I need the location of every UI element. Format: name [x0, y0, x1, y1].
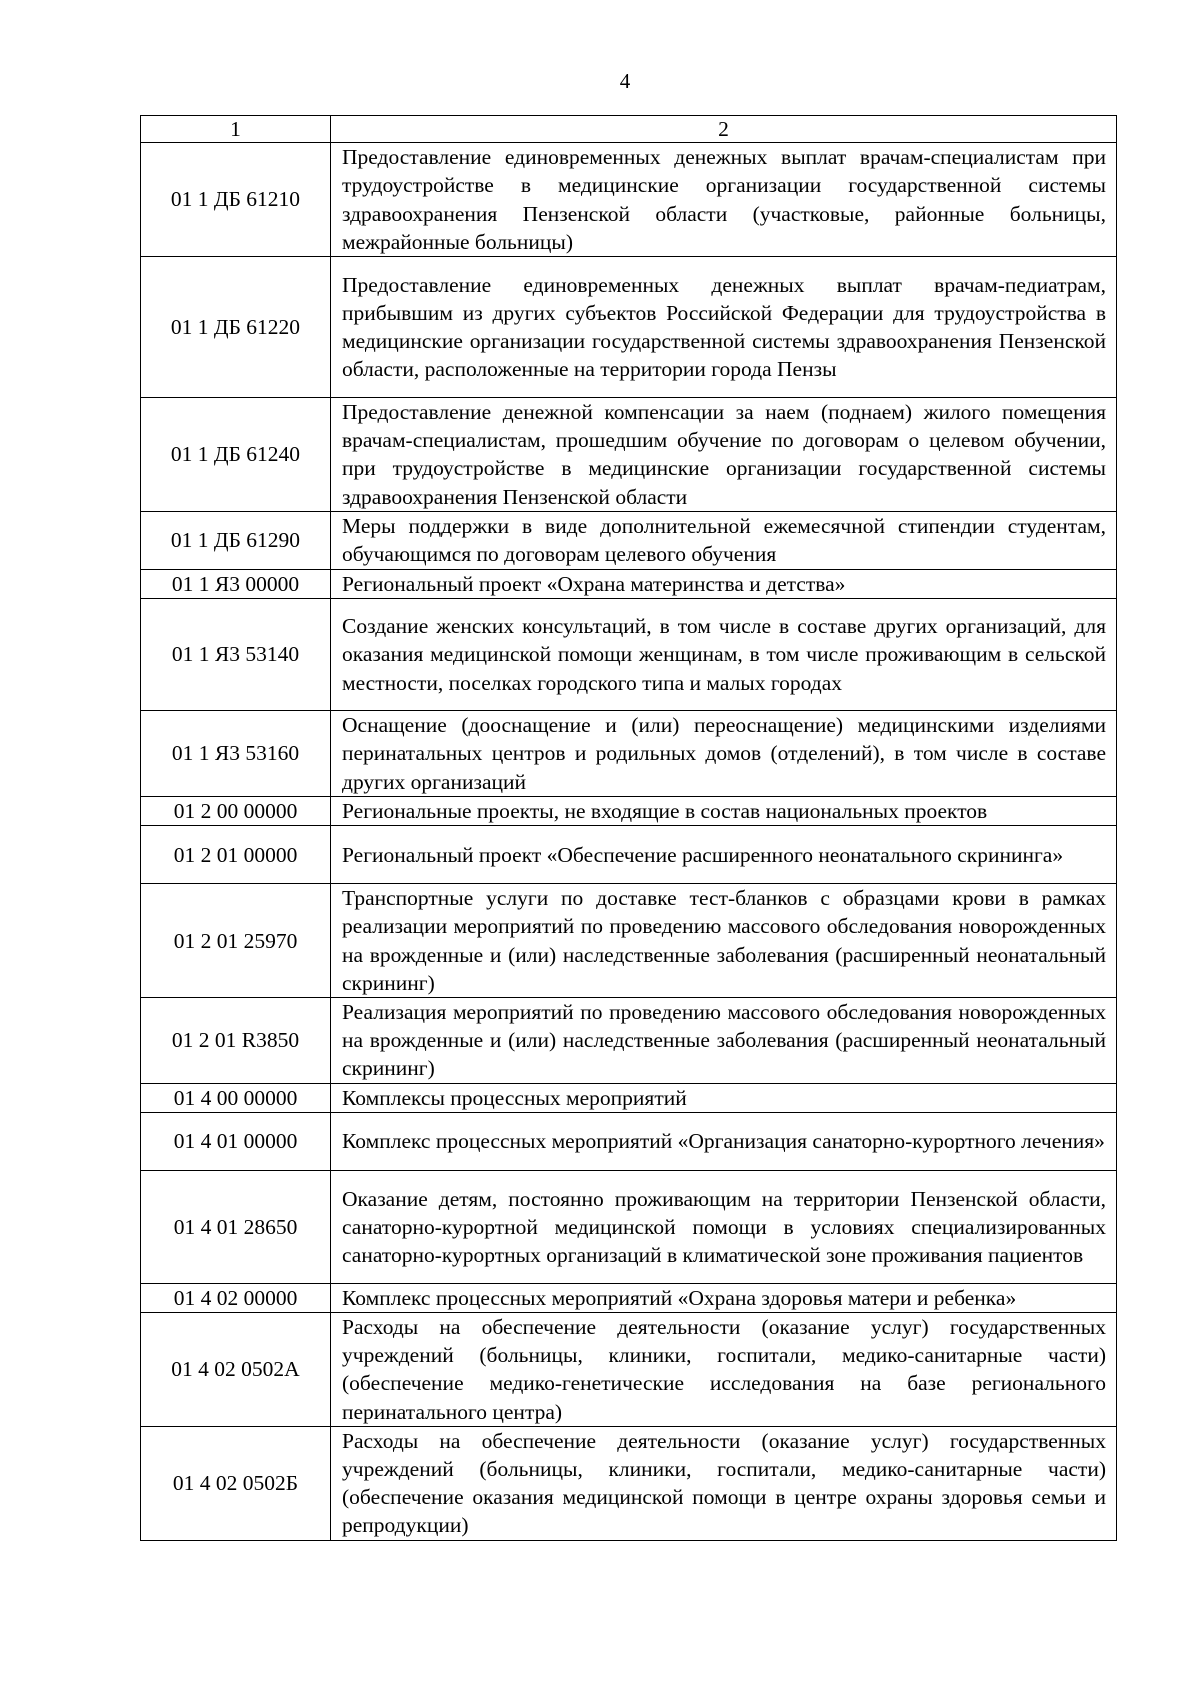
row-description: Создание женских консультаций, в том числе в составе других организаций, для оказания медицинской помощи женщинам, в том числе проживающим в сельской местности, поселках городского типа и малых городах	[331, 599, 1117, 711]
row-description: Региональный проект «Охрана материнства и детства»	[331, 569, 1117, 598]
row-description: Предоставление единовременных денежных выплат врачам-педиатрам, прибывшим из других субъектов Российской Федерации для трудоустройства в медицинские организации государственной системы здравоохранения Пензенской области, расположенные на территории города Пензы	[331, 257, 1117, 398]
row-description: Реализация мероприятий по проведению массового обследования новорожденных на врожденные и (или) наследственные заболевания (расширенный неонатальный скрининг)	[331, 998, 1117, 1084]
row-description: Комплекс процессных мероприятий «Охрана здоровья матери и ребенка»	[331, 1283, 1117, 1312]
table-row	[141, 826, 1117, 884]
table-header-row	[141, 116, 1117, 143]
row-code: 01 2 01 25970	[141, 884, 331, 998]
table-row	[141, 884, 1117, 998]
row-description: Расходы на обеспечение деятельности (оказание услуг) государственных учреждений (больницы, клиники, госпитали, медико-санитарные части) (обеспечение оказания медицинской помощи в центре охраны здоровья семьи и репродукции)	[331, 1426, 1117, 1540]
row-code: 01 4 01 28650	[141, 1170, 331, 1283]
row-code: 01 1 Я3 53140	[141, 599, 331, 711]
row-code: 01 2 01 R3850	[141, 998, 331, 1084]
row-description: Предоставление единовременных денежных выплат врачам-специалистам при трудоустройстве в медицинские организации государственной системы здравоохранения Пензенской области (участковые, районные больницы, межрайонные больницы)	[331, 143, 1117, 257]
row-code: 01 1 ДБ 61240	[141, 398, 331, 512]
row-code: 01 4 01 00000	[141, 1112, 331, 1170]
row-description: Комплекс процессных мероприятий «Организация санаторно-курортного лечения»	[331, 1112, 1117, 1170]
table-row	[141, 143, 1117, 257]
row-description: Оснащение (дооснащение и (или) переоснащение) медицинскими изделиями перинатальных центров и родильных домов (отделений), в том числе в составе других организаций	[331, 711, 1117, 797]
row-description: Меры поддержки в виде дополнительной ежемесячной стипендии студентам, обучающимся по договорам целевого обучения	[331, 511, 1117, 569]
row-code: 01 1 ДБ 61290	[141, 511, 331, 569]
table-row	[141, 998, 1117, 1084]
row-code: 01 2 01 00000	[141, 826, 331, 884]
row-description: Оказание детям, постоянно проживающим на территории Пензенской области, санаторно-курортной медицинской помощи в условиях специализированных санаторно-курортных организаций в климатической зоне проживания пациентов	[331, 1170, 1117, 1283]
row-description: Региональный проект «Обеспечение расширенного неонатального скрининга»	[331, 826, 1117, 884]
row-code: 01 1 ДБ 61220	[141, 257, 331, 398]
table-row	[141, 1170, 1117, 1283]
classification-table	[140, 115, 1117, 1541]
table-row	[141, 569, 1117, 598]
column-header-1: 1	[141, 116, 331, 143]
row-code: 01 4 02 00000	[141, 1283, 331, 1312]
row-description: Расходы на обеспечение деятельности (оказание услуг) государственных учреждений (больницы, клиники, госпитали, медико-санитарные части) (обеспечение медико-генетические исследования на базе регионального перинатального центра)	[331, 1313, 1117, 1427]
table-row	[141, 1083, 1117, 1112]
row-code: 01 4 00 00000	[141, 1083, 331, 1112]
table-row	[141, 257, 1117, 398]
table-row	[141, 797, 1117, 826]
column-header-2: 2	[331, 116, 1117, 143]
row-code: 01 4 02 0502А	[141, 1313, 331, 1427]
row-description: Транспортные услуги по доставке тест-бланков с образцами крови в рамках реализации мероприятий по проведению массового обследования новорожденных на врожденные и (или) наследственные заболевания (расширенный неонатальный скрининг)	[331, 884, 1117, 998]
row-code: 01 1 Я3 53160	[141, 711, 331, 797]
table-row	[141, 1112, 1117, 1170]
row-code: 01 4 02 0502Б	[141, 1426, 331, 1540]
table-row	[141, 398, 1117, 512]
row-description: Региональные проекты, не входящие в состав национальных проектов	[331, 797, 1117, 826]
row-description: Комплексы процессных мероприятий	[331, 1083, 1117, 1112]
row-code: 01 2 00 00000	[141, 797, 331, 826]
table-row	[141, 1426, 1117, 1540]
row-code: 01 1 Я3 00000	[141, 569, 331, 598]
table-row	[141, 1283, 1117, 1312]
table-row	[141, 711, 1117, 797]
table-row	[141, 599, 1117, 711]
row-code: 01 1 ДБ 61210	[141, 143, 331, 257]
table-row	[141, 511, 1117, 569]
page-number: 4	[619, 69, 631, 93]
table-row	[141, 1313, 1117, 1427]
row-description: Предоставление денежной компенсации за наем (поднаем) жилого помещения врачам-специалистам, прошедшим обучение по договорам о целевом обучении, при трудоустройстве в медицинские организации государственной системы здравоохранения Пензенской области	[331, 398, 1117, 512]
